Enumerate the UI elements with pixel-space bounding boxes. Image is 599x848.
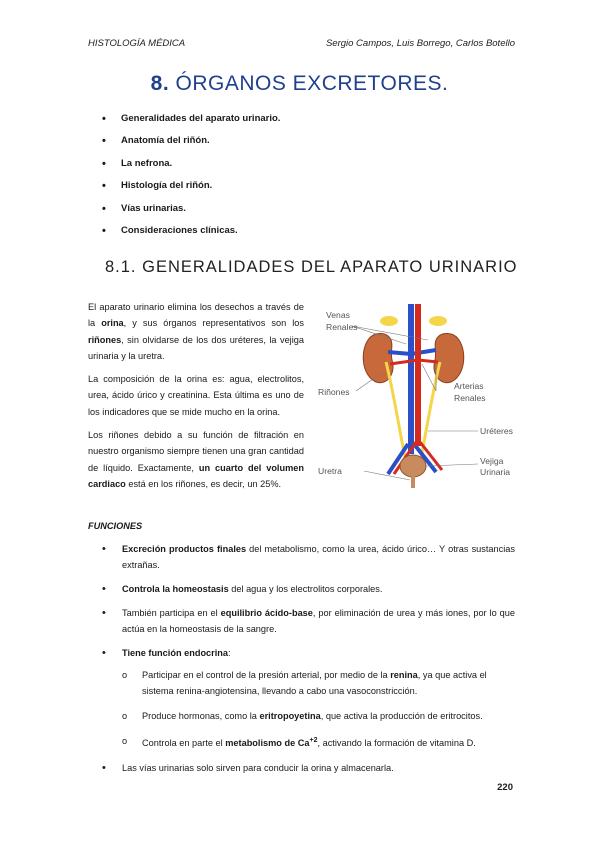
functions-list xyxy=(102,541,515,784)
function-item xyxy=(102,605,515,637)
text: del metabolismo, como la urea, ácido úrico… Y otras sustancias extrañas. xyxy=(122,544,515,570)
intro-paragraph: La composición de la orina es: agua, electrolitos, urea, ácido úrico y creatinina. Esta última es uno de los indicadores que se mide mucho en la orina. xyxy=(88,374,304,417)
endocrine-sublist xyxy=(122,667,515,751)
chapter-contents-list xyxy=(102,108,280,242)
page-number: 220 xyxy=(497,782,513,793)
text: , activando la formación de vitamina D. xyxy=(317,738,476,749)
urinary-system-figure xyxy=(318,304,518,494)
function-item: • Las vías urinarias solo sirven para conducir la orina y almacenarla. xyxy=(102,760,515,776)
adrenal-gland-right xyxy=(429,316,447,326)
contents-item: • Vías urinarias. xyxy=(102,198,280,220)
text: del agua y los electrolitos corporales. xyxy=(228,584,383,594)
term-orina: orina xyxy=(101,318,124,329)
text: Participar en el control de la presión arterial, por medio de la xyxy=(142,670,391,680)
term: metabolismo de Ca xyxy=(225,738,310,749)
term: Excreción productos finales xyxy=(122,544,247,554)
label-arterias-renales-1: Arterias xyxy=(454,381,484,391)
term: equilibrio ácido-base xyxy=(220,608,313,618)
contents-item: • Histología del riñón. xyxy=(102,175,280,197)
subitem xyxy=(122,708,515,724)
contents-item: • Consideraciones clínicas. xyxy=(102,220,280,242)
term: Controla la homeostasis xyxy=(122,584,229,594)
leader-vejiga xyxy=(426,464,478,466)
intro-paragraph xyxy=(88,299,304,364)
aorta xyxy=(415,304,421,446)
label-venas-renales-2: Renales xyxy=(326,322,358,332)
label-venas-renales-1: Venas xyxy=(326,310,350,320)
text: , sin olvidarse de los dos uréteres, la vejiga urinaria y la uretra. xyxy=(88,334,304,361)
contents-item: • Anatomía del riñón. xyxy=(102,130,280,152)
function-item xyxy=(102,541,515,573)
term: renina xyxy=(390,670,418,680)
contents-item: • La nefrona. xyxy=(102,153,280,175)
text: El aparato urinario elimina los desechos a través de la xyxy=(88,302,304,329)
running-header-left: HISTOLOGÍA MÉDICA xyxy=(88,38,186,49)
label-vejiga-2: Urinaria xyxy=(480,467,511,477)
bladder xyxy=(400,455,426,477)
adrenal-gland-left xyxy=(380,316,398,326)
text: Controla en parte el xyxy=(142,738,226,749)
section-heading: 8.1. GENERALIDADES DEL APARATO URINARIO xyxy=(105,258,518,276)
function-item xyxy=(102,581,515,597)
label-rinones: Riñones xyxy=(318,387,350,397)
subitem xyxy=(122,733,515,751)
functions-heading: FUNCIONES xyxy=(88,521,143,531)
text: Los riñones debido a su función de filtración en nuestro organismo siempre tienen una gran cantidad de líquido. Exactamente, xyxy=(88,430,304,473)
superscript: +2 xyxy=(309,737,318,744)
term-cuarto-volumen: un cuarto del volumen cardiaco xyxy=(88,462,304,489)
function-item xyxy=(102,645,515,751)
text: Produce hormonas, como la xyxy=(142,711,260,721)
intro-text xyxy=(88,299,304,499)
term: Tiene función endocrina xyxy=(122,648,229,658)
text: También participa en el xyxy=(122,608,221,618)
ureter-left xyxy=(386,362,406,462)
text: , por eliminación de urea y más iones, por lo que actúa en la homeostasis de la sangre. xyxy=(122,608,515,634)
chapter-name: ÓRGANOS EXCRETORES. xyxy=(175,72,449,95)
label-vejiga-1: Vejiga xyxy=(480,456,504,466)
contents-item: • Generalidades del aparato urinario. xyxy=(102,108,280,130)
text: está en los riñones, es decir, un 25%. xyxy=(125,478,282,489)
term-rinones: riñones xyxy=(88,334,122,345)
chapter-title xyxy=(0,72,599,96)
urethra xyxy=(411,476,415,488)
intro-paragraph xyxy=(88,427,304,492)
label-uretra: Uretra xyxy=(318,466,342,476)
text: : xyxy=(228,648,231,658)
text: , que activa la producción de eritrocitos. xyxy=(320,711,483,721)
label-ureteres: Uréteres xyxy=(480,426,513,436)
text: , y sus órganos representativos son los xyxy=(123,318,304,329)
running-header-right: Sergio Campos, Luis Borrego, Carlos Botello xyxy=(325,38,515,49)
subitem xyxy=(122,667,515,699)
text: , ya que activa el sistema renina-angiotensina, llevando a cabo una vasoconstricción. xyxy=(142,670,487,696)
chapter-number: 8. xyxy=(150,72,170,95)
term: eritropoyetina xyxy=(259,711,321,721)
label-arterias-renales-2: Renales xyxy=(454,393,486,403)
vena-cava xyxy=(408,304,414,454)
